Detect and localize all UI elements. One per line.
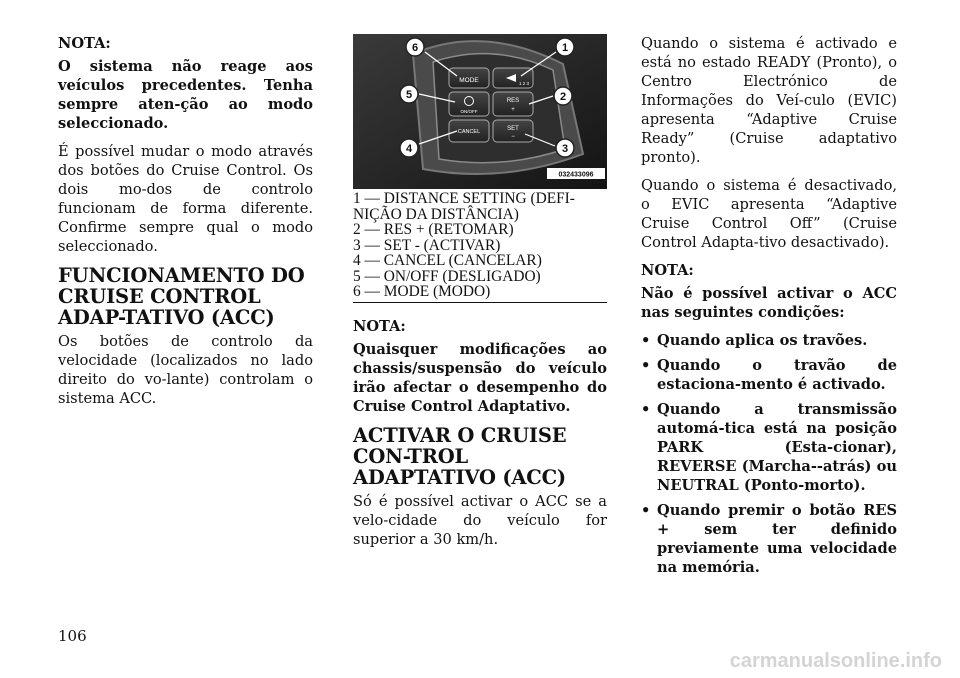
res-button [493, 92, 533, 116]
paragraph: Os botões de controlo da velocidade (localizados no lado direito do vo-lante) controlam o sistema ACC. [58, 333, 313, 407]
onoff-button-label: ON/OFF [460, 109, 478, 114]
list-item-text: Quando aplica os travões. [657, 332, 868, 349]
callout-6-number: 6 [411, 42, 419, 54]
watermark-text: carmanualsonline.info [729, 650, 942, 672]
bullet-icon: • [641, 401, 651, 418]
note-label: NOTA: [58, 35, 111, 52]
note-label: NOTA: [641, 262, 694, 279]
list-item [641, 501, 897, 577]
callout-2 [554, 87, 572, 105]
set-button-label: SET [507, 126, 519, 132]
steering-wheel-controls-figure [353, 34, 607, 189]
callout-3-number: 3 [561, 143, 569, 155]
bullet-icon: • [641, 332, 651, 349]
list-item-text: Quando a transmissão automá-tica está na posição PARK (Esta-cionar), REVERSE (Marcha--atrás) ou NEUTRAL (Ponto-morto). [657, 401, 897, 494]
figure-code: 032433096 [558, 171, 594, 179]
note-text: O sistema não reage aos veículos precedentes. Tenha sempre aten-ção ao modo seleccionado. [58, 58, 313, 132]
paragraph: Só é possível activar o ACC se a velo-cidade do veículo for superior a 30 km/h. [353, 492, 607, 548]
paragraph: Quando o sistema é activado e está no estado READY (Pronto), o Centro Electrónico de Informações do Veí-culo (EVIC) apresenta “Adaptive Cruise Ready” (Cruise adaptativo pronto). [641, 35, 897, 166]
paragraph: É possível mudar o modo através dos botões do Cruise Control. Os dois mo-dos de controlo funcionam de forma diferente. Confirme sempre qual o modo seleccionado. [58, 143, 313, 255]
callout-6 [406, 38, 424, 56]
bullet-icon: • [641, 357, 651, 374]
section-heading: FUNCIONAMENTO DO CRUISE CONTROL ADAP-TATIVO (ACC) [58, 264, 305, 329]
callout-3 [556, 139, 574, 157]
list-item-text: Quando premir o botão RES + sem ter definido previamente uma velocidade na memória. [657, 502, 897, 576]
legend-line: 1 — DISTANCE SETTING (DEFI- [353, 190, 575, 207]
column-left [58, 34, 313, 417]
legend-line: 2 — RES + (RETOMAR) [353, 221, 514, 238]
cancel-button-label: CANCEL [457, 129, 481, 135]
list-item [641, 331, 897, 350]
figure-legend [353, 191, 607, 303]
legend-line: 6 — MODE (MODO) [353, 283, 491, 300]
mode-button [449, 68, 489, 88]
onoff-button [449, 92, 489, 116]
column-right [641, 34, 897, 583]
bullet-icon: • [641, 502, 651, 519]
callout-1-number: 1 [561, 42, 569, 54]
distance-setting-button [493, 68, 533, 88]
column-middle [353, 34, 607, 558]
legend-line: 5 — ON/OFF (DESLIGADO) [353, 267, 541, 285]
callout-4 [400, 139, 418, 157]
callout-1 [556, 38, 574, 56]
conditions-list [641, 331, 897, 577]
legend-line: NIÇÃO DA DISTÂNCIA) [353, 205, 519, 223]
note-text: Não é possível activar o ACC nas seguintes condições: [641, 285, 897, 321]
set-button [493, 120, 533, 142]
res-button-label: RES [506, 98, 520, 104]
paragraph: Quando o sistema é desactivado, o EVIC apresenta “Adaptive Cruise Control Off” (Cruise Control Adapta-tivo desactivado). [641, 177, 897, 251]
steering-wheel-illustration [353, 34, 607, 189]
list-item-text: Quando o travão de estaciona-mento é activado. [657, 357, 897, 393]
note-label: NOTA: [353, 317, 406, 335]
section-heading: ACTIVAR O CRUISE CON-TROL ADAPTATIVO (ACC) [353, 423, 567, 489]
note-text: Quaisquer modificações ao chassis/suspensão do veículo irão afectar o desempenho do Cruise Control Adaptativo. [353, 340, 607, 415]
list-item [641, 400, 897, 495]
res-button-sign: + [511, 107, 515, 113]
distance-button-label: 1 2 3 [519, 81, 530, 86]
callout-5-number: 5 [405, 89, 413, 101]
legend-line: 3 — SET - (ACTIVAR) [353, 236, 501, 254]
set-button-sign: − [511, 134, 515, 140]
cancel-button [449, 120, 489, 142]
mode-button-label: MODE [459, 77, 479, 84]
page-number: 106 [58, 627, 87, 645]
legend-line: 4 — CANCEL (CANCELAR) [353, 252, 542, 269]
list-item [641, 356, 897, 394]
callout-5 [400, 85, 418, 103]
callout-2-number: 2 [559, 91, 567, 103]
callout-4-number: 4 [405, 143, 413, 155]
